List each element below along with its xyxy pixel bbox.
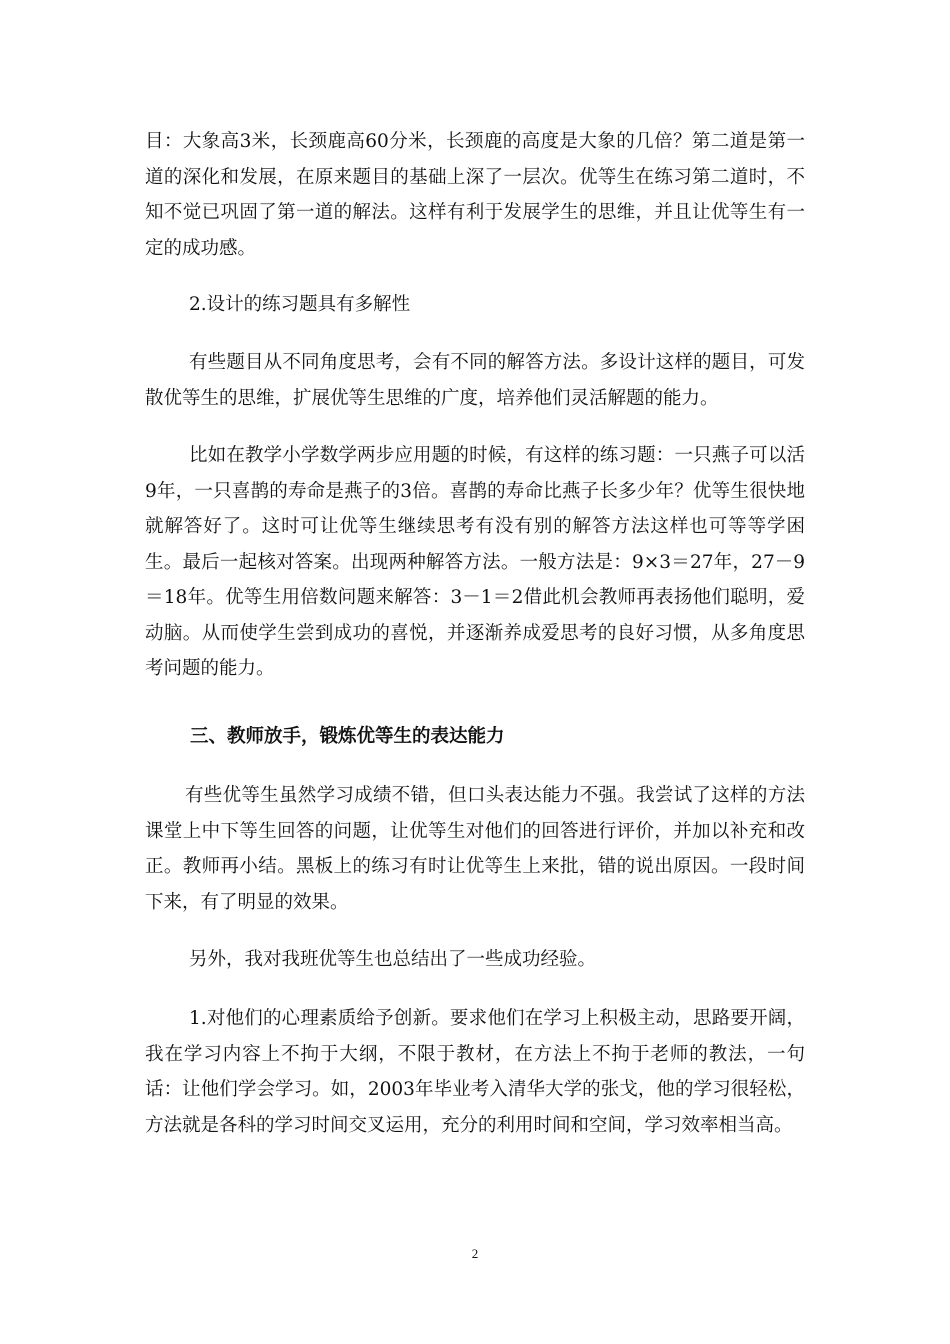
paragraph-experience-1: 1.对他们的心理素质给予创新。要求他们在学习上积极主动，思路要开阔，我在学习内容上不拘于大纲，不限于教材，在方法上不拘于老师的教法，一句话：让他们学会学习。如，2003年毕业考入清华大学的张戈，他的学习很轻松，方法就是各科的学习时间交叉运用，充分的利用时间和空间，学习效率相当高。 xyxy=(145,1008,805,1136)
paragraph-multi-solution-intro: 有些题目从不同角度思考，会有不同的解答方法。多设计这样的题目，可发散优等生的思维，扩展优等生思维的广度，培养他们灵活解题的能力。 xyxy=(145,352,805,409)
paragraph-expression-ability: 有些优等生虽然学习成绩不错，但口头表达能力不强。我尝试了这样的方法课堂上中下等生回答的问题，让优等生对他们的回答进行评价，并加以补充和改正。教师再小结。黑板上的练习有时让优等生上来批，错的说出原因。一段时间下来，有了明显的效果。 xyxy=(145,785,805,913)
subheading-2: 2.设计的练习题具有多解性 xyxy=(189,294,411,315)
page-number: 2 xyxy=(471,1246,479,1261)
section-heading-3: 三、教师放手，锻炼优等生的表达能力 xyxy=(190,726,505,747)
paragraph-continuation: 目：大象高3米，长颈鹿高60分米，长颈鹿的高度是大象的几倍？第二道是第一道的深化和发展，在原来题目的基础上深了一层次。优等生在练习第二道时，不知不觉已巩固了第一道的解法。这样有利于发展学生的思维，并且让优等生有一定的成功感。 xyxy=(145,131,805,259)
paragraph-experience-intro: 另外，我对我班优等生也总结出了一些成功经验。 xyxy=(189,949,597,970)
paragraph-example-problem: 比如在教学小学数学两步应用题的时候，有这样的练习题：一只燕子可以活9年，一只喜鹊的寿命是燕子的3倍。喜鹊的寿命比燕子长多少年？优等生很快地就解答好了。这时可让优等生继续思考有没有别的解答方法这样也可等等学困生。最后一起核对答案。出现两种解答方法。一般方法是：9×3＝27年，27－9＝18年。优等生用倍数问题来解答：3－1＝2借此机会教师再表扬他们聪明，爱动脑。从而使学生尝到成功的喜悦，并逐渐养成爱思考的良好习惯，从多角度思考问题的能力。 xyxy=(145,445,805,679)
